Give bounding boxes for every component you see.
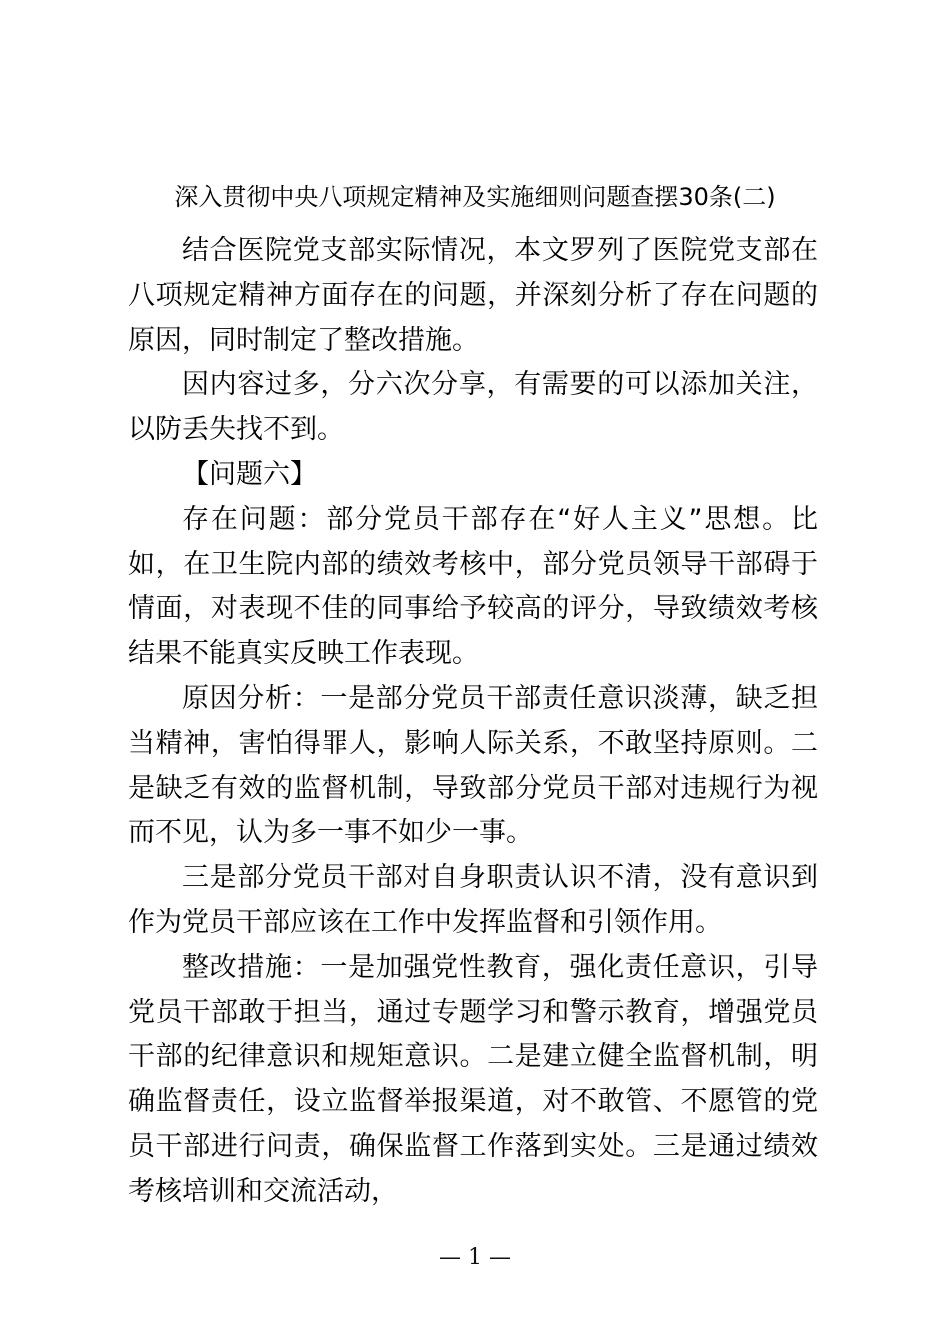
page-number: — 1 — xyxy=(439,1245,511,1270)
document-body xyxy=(128,229,818,1215)
paragraph-notice: 因内容过多，分六次分享，有需要的可以添加关注，以防丢失找不到。 xyxy=(128,369,818,446)
section-heading: 【问题六】 xyxy=(182,458,317,490)
paragraph-cause-three: 三是部分党员干部对自身职责认识不清，没有意识到作为党员干部应该在工作中发挥监督和引领作用。 xyxy=(128,862,818,938)
paragraph-problem: 存在问题：部分党员干部存在“好人主义”思想。比如，在卫生院内部的绩效考核中，部分党员领导干部碍于情面，对表现不佳的同事给予较高的评分，导致绩效考核结果不能真实反映工作表现。 xyxy=(128,503,818,670)
paragraph-cause-analysis: 原因分析：一是部分党员干部责任意识淡薄，缺乏担当精神，害怕得罪人，影响人际关系，不敢坚持原则。二是缺乏有效的监督机制，导致部分党员干部对违规行为视而不见，认为多一事不如少一事。 xyxy=(128,682,818,849)
paragraph-intro: 结合医院党支部实际情况，本文罗列了医院党支部在八项规定精神方面存在的问题，并深刻分析了存在问题的原因，同时制定了整改措施。 xyxy=(128,235,818,356)
document-title: 深入贯彻中央八项规定精神及实施细则问题查摆30条(二) xyxy=(174,183,776,211)
paragraph-rectification: 整改措施：一是加强党性教育，强化责任意识，引导党员干部敢于担当，通过专题学习和警示教育，增强党员干部的纪律意识和规矩意识。二是建立健全监督机制，明确监督责任，设立监督举报渠道，对不敢管、不愿管的党员干部进行问责，确保监督工作落到实处。三是通过绩效考核培训和交流活动， xyxy=(128,951,818,1207)
